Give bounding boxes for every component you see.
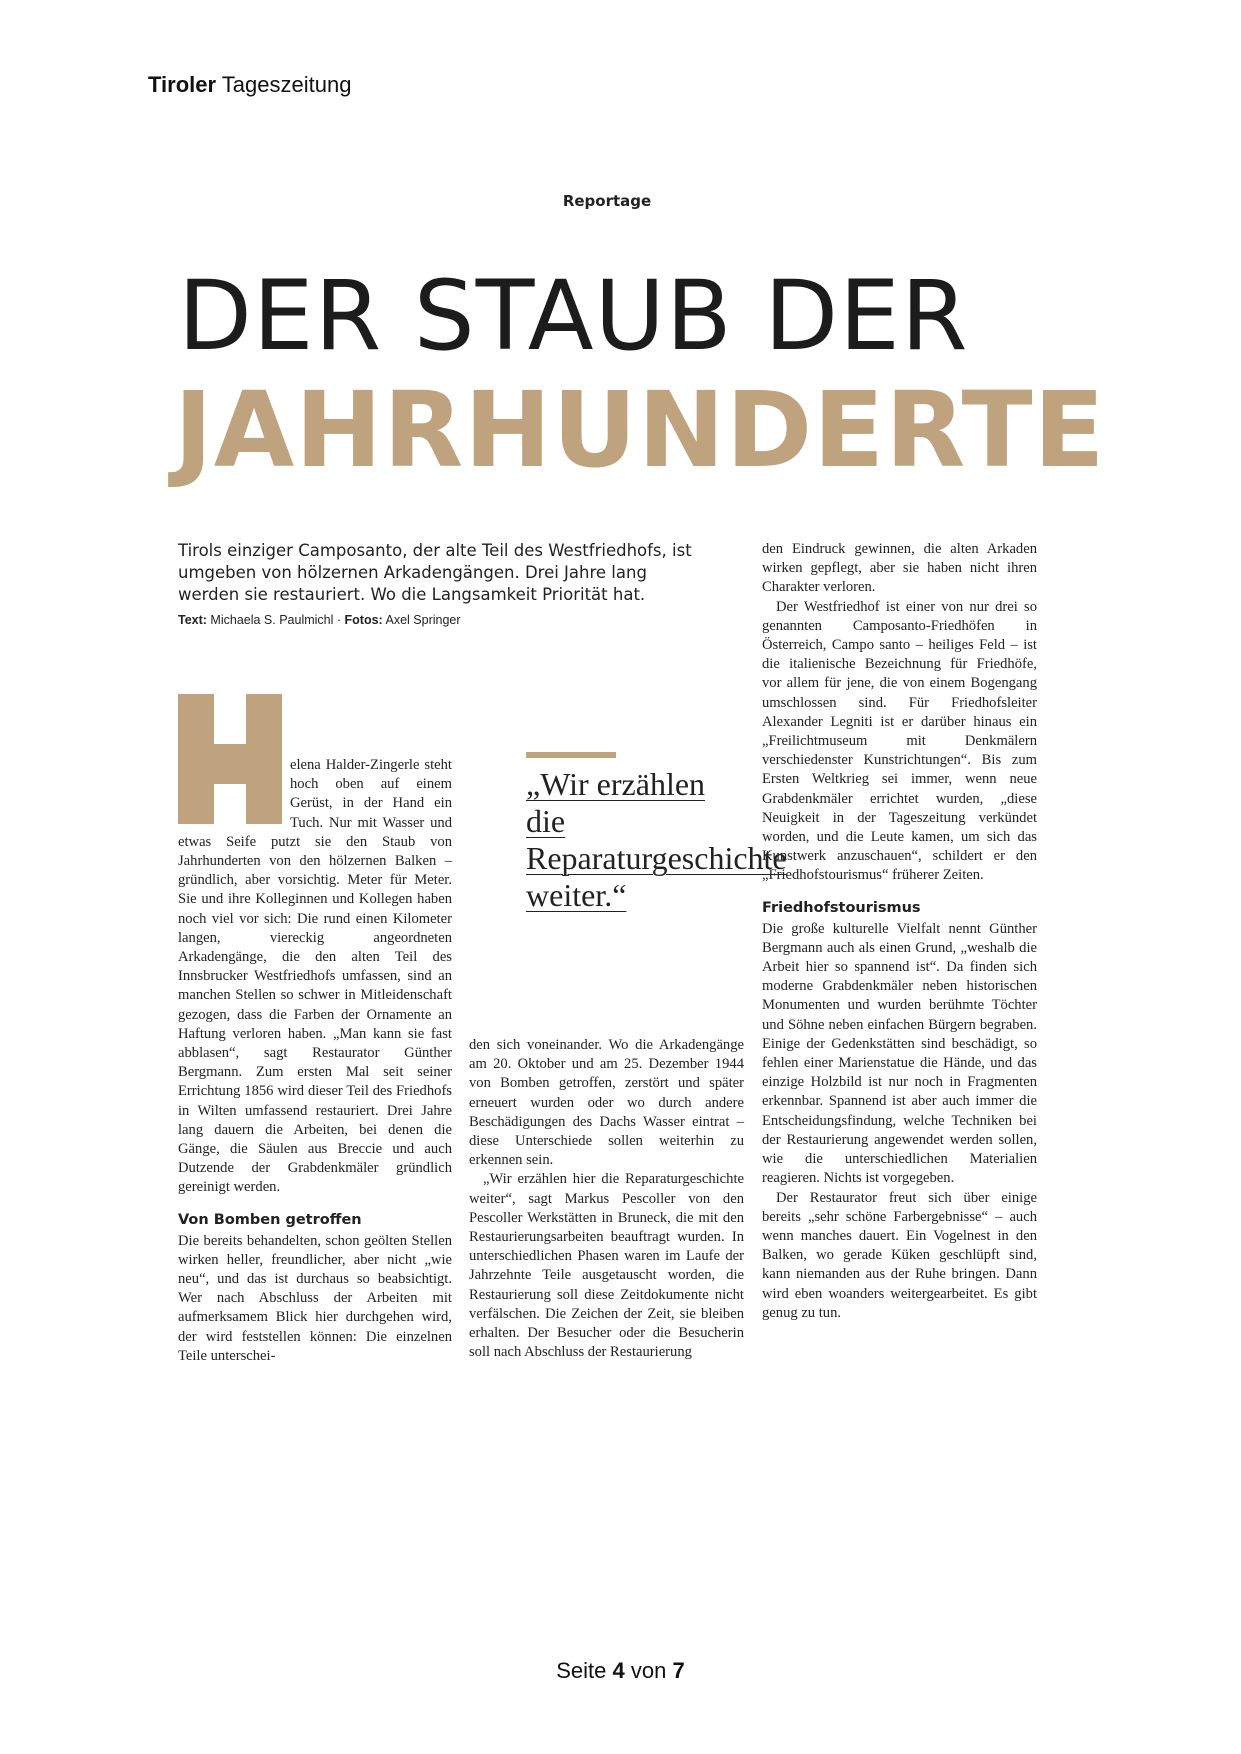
quote-accent-bar [526, 752, 616, 758]
body-paragraph: den Eindruck gewinnen, die alten Arkaden wirken gepflegt, aber sie haben nicht ihren Charakter verloren. [762, 541, 1037, 596]
body-paragraph: Die große kulturelle Vielfalt nennt Günther Bergmann auch als einen Grund, „weshalb die Arbeit hier so spannend ist“. Da finden sich moderne Grabdenkmäler neben historischen Monumenten und wurden berühmte Töchter und Söhne neben einfachen Bürgern begraben. Einige der Gedenkstätten sind beschädigt, so fehlen einer Marienstatue die Hände, und das einzige Holzbild ist nur noch in Fragmenten erkennbar. Spannend ist aber auch immer die Entscheidungsfindung, welche Techniken bei der Restaurierung angewendet werden sollen, wie die unterschiedlichen Materialien reagieren. Nichts ist vorgegeben. [762, 920, 1037, 1187]
column-1 [178, 694, 452, 1366]
intro-lead: Tirols einziger Camposanto, der alte Teil des Westfriedhofs, ist umgeben von hölzernen Arkadengängen. Drei Jahre lang werden sie restauriert. Wo die Langsamkeit Priorität hat. [178, 541, 692, 604]
body-paragraph: „Wir erzählen hier die Reparaturgeschichte weiter“, sagt Markus Pescoller von den Pescoller Werkstätten in Bruneck, die mit den Restaurierungsarbeiten beauftragt wurden. In unterschiedlichen Phasen waren im Laufe der Jahrzehnte Teile ausgetauscht worden, die Restaurierung soll diese Zeitdokumente nicht verfälschen. Die Zeichen der Zeit, sie bleiben erhalten. Der Besucher oder die Besucherin soll nach Abschluss der Restaurierung [469, 1171, 744, 1361]
body-paragraph: den sich voneinander. Wo die Arkadengänge am 20. Oktober und am 25. Dezember 1944 von Bomben getroffen, zerstört und später erneuert wurden oder wo durch andere Beschädigungen des Dachs Wasser eintrat – diese Unterschiede sollen weiterhin zu erkennen sein. [469, 1037, 744, 1169]
subheading: Von Bomben getroffen [178, 1211, 362, 1228]
title-line-1: DER STAUB DER [178, 260, 969, 372]
photo-label: Fotos: [344, 613, 383, 627]
text-author: Michaela S. Paulmichl · [210, 613, 342, 627]
text-label: Text: [178, 613, 207, 627]
body-paragraph: elena Halder-Zingerle steht hoch oben auf einem Gerüst, in der Hand ein Tuch. Nur mit Wasser und etwas Seife putzt sie den Staub von Jahrhunderten von den hölzernen Balken – gründlich, aber vorsichtig. Meter für Meter. Sie und ihre Kolleginnen und Kollegen haben noch viel vor sich: Die rund einen Kilometer langen, viereckig angeordneten Arkadengänge, die den alten Teil des Innsbrucker Westfriedhofs umfassen, sind an manchen Stellen so schwer in Mitleidenschaft gezogen, dass die Farben der Ornamente an Haftung verloren haben. „Man kann sie fast abblasen“, sagt Restaurator Günther Bergmann. Zum ersten Mal seit seiner Errichtung 1856 wird dieser Teil des Friedhofs in Wilten umfassend restauriert. Drei Jahre lang dauern die Arbeiten, bei denen die Gänge, die Säulen aus Breccie und auch Dutzende der Grabdenkmäler gründlich gereinigt werden. [178, 757, 452, 1196]
photo-author: Axel Springer [385, 613, 461, 627]
publication-header [148, 72, 351, 98]
column-2 [469, 1036, 744, 1362]
total-pages: 7 [672, 1658, 685, 1683]
pull-quote-text: „Wir erzählen die Reparaturgeschichte weiter.“ [526, 766, 787, 913]
subheading: Friedhofstourismus [762, 899, 921, 916]
section-kicker: Reportage [562, 192, 652, 210]
page-of: von [630, 1658, 667, 1683]
pull-quote [526, 752, 787, 914]
credits [178, 613, 461, 627]
brand-rest: Tageszeitung [221, 72, 352, 97]
title-line-2: JAHRHUNDERTE [174, 369, 1106, 491]
current-page: 4 [612, 1658, 625, 1683]
body-paragraph: Der Restaurator freut sich über einige bereits „sehr schöne Farbergebnisse“ – auch wenn manches dauert. Ein Vogelnest in den Balken, wo gerade Küken geschlüpft sind, kann niemanden aus der Ruhe bringen. Dann wird eben woanders weitergearbeitet. Es gibt genug zu tun. [762, 1189, 1037, 1321]
page-number [0, 1658, 1241, 1684]
body-paragraph: Die bereits behandelten, schon geölten Stellen wirken heller, freundlicher, aber nicht „wie neu“, und das ist durchaus so beabsichtigt. Wer nach Abschluss der Arbeiten mit aufmerksamem Blick hier durchgehen wird, der wird feststellen können: Die einzelnen Teile unterschei- [178, 1232, 452, 1364]
body-paragraph: Der Westfriedhof ist einer von nur drei so genannten Camposanto-Friedhöfen in Österreich, Campo santo – heiliges Feld – ist die italienische Bezeichnung für Friedhöfe, vor allem für jene, die von einem Bogengang umschlossen sind. Für Friedhofsleiter Alexander Legniti ist er darüber hinaus ein „Freilichtmuseum mit Denkmälern verschiedenster Kunstrichtungen“. Bis zum Ersten Weltkrieg sei immer, wenn neue Grabdenkmäler errichtet wurden, „diese Neuigkeit in der Tageszeitung verkündet worden, und die Leute kamen, um sich das Kunstwerk anzuschauen“, schildert er den „Friedhofstourismus“ früherer Zeiten. [762, 598, 1037, 884]
column-3 [762, 540, 1037, 1323]
drop-cap [178, 694, 282, 824]
brand-bold: Tiroler [148, 72, 217, 97]
page-prefix: Seite [556, 1658, 607, 1683]
